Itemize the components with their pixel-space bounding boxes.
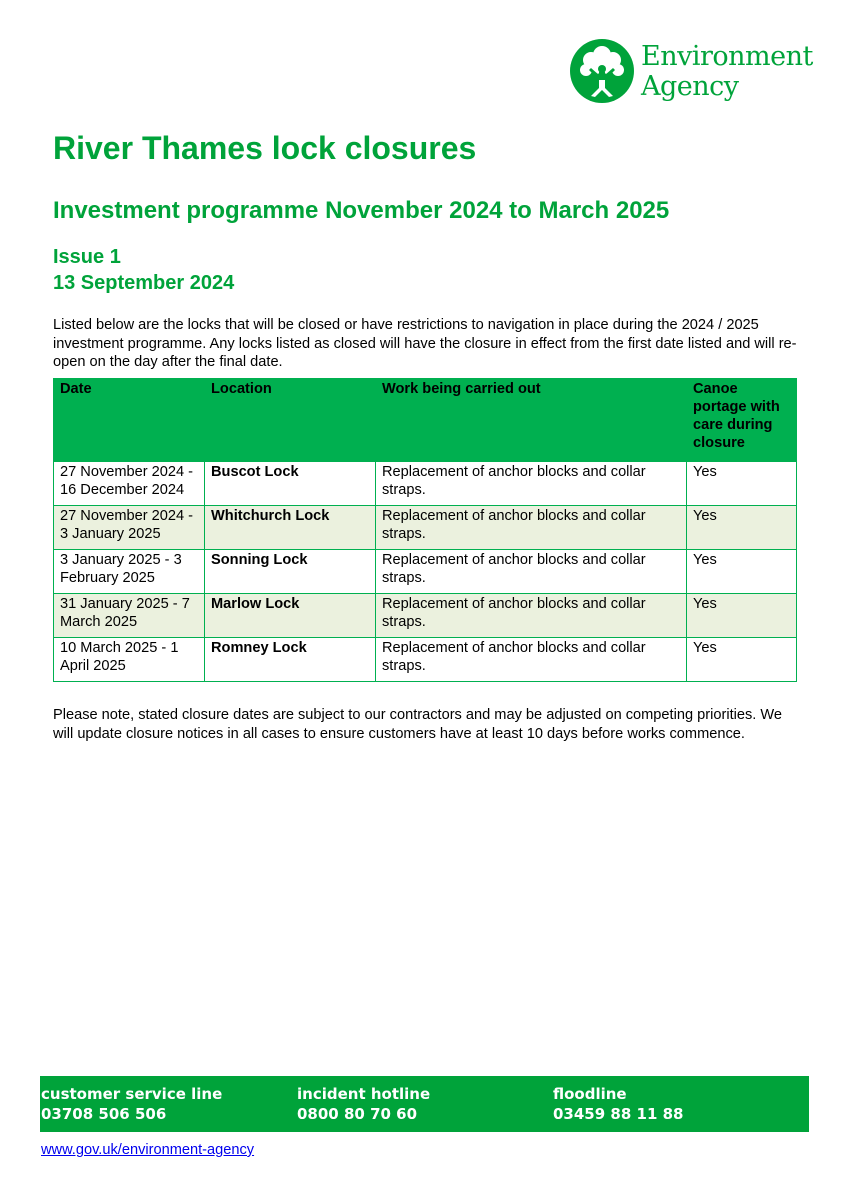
cell-location: Whitchurch Lock <box>205 506 376 550</box>
cell-date: 27 November 2024 - 16 December 2024 <box>54 462 205 506</box>
lock-closures-table <box>53 378 797 682</box>
cell-location: Sonning Lock <box>205 550 376 594</box>
environment-agency-logo <box>569 38 814 106</box>
cell-canoe: Yes <box>687 638 797 682</box>
footer-phone: 03459 88 11 88 <box>553 1105 684 1123</box>
intro-paragraph: Listed below are the locks that will be closed or have restrictions to navigation in place during the 2024 / 2025 investment programme. Any locks listed as closed will have the closure in effect from the first date listed and will re-open on the day after the final date. <box>53 317 797 370</box>
cell-canoe: Yes <box>687 506 797 550</box>
issue-date: 13 September 2024 <box>53 272 235 294</box>
header-date: Date <box>54 379 205 462</box>
cell-date: 27 November 2024 - 3 January 2025 <box>54 506 205 550</box>
logo-wordmark <box>641 42 813 102</box>
cell-work: Replacement of anchor blocks and collar straps. <box>376 594 687 638</box>
footer-phone: 03708 506 506 <box>41 1105 167 1123</box>
note-paragraph: Please note, stated closure dates are subject to our contractors and may be adjusted on competing priorities. We will update closure notices in all cases to ensure customers have at least 10 days before works commence. <box>53 707 783 742</box>
cell-work: Replacement of anchor blocks and collar straps. <box>376 550 687 594</box>
cell-canoe: Yes <box>687 550 797 594</box>
footer-floodline <box>553 1084 683 1124</box>
cell-work: Replacement of anchor blocks and collar straps. <box>376 462 687 506</box>
logo-line-1: Environment <box>641 41 813 72</box>
environment-agency-website-link[interactable]: www.gov.uk/environment-agency <box>41 1142 255 1158</box>
cell-work: Replacement of anchor blocks and collar straps. <box>376 638 687 682</box>
footer-label: customer service line <box>41 1085 223 1103</box>
contact-footer-bar <box>40 1076 809 1132</box>
footer-phone: 0800 80 70 60 <box>297 1105 418 1123</box>
table-row <box>54 594 797 638</box>
table-row <box>54 462 797 506</box>
footer-label: floodline <box>553 1085 627 1103</box>
cell-canoe: Yes <box>687 462 797 506</box>
cell-location: Marlow Lock <box>205 594 376 638</box>
cell-date: 31 January 2025 - 7 March 2025 <box>54 594 205 638</box>
cell-date: 10 March 2025 - 1 April 2025 <box>54 638 205 682</box>
table-header-row <box>54 379 797 462</box>
tree-person-logo-icon <box>569 38 635 104</box>
header-canoe-portage: Canoe portage with care during closure <box>687 379 797 462</box>
issue-number: Issue 1 <box>53 246 121 268</box>
cell-location: Buscot Lock <box>205 462 376 506</box>
cell-canoe: Yes <box>687 594 797 638</box>
table-row <box>54 550 797 594</box>
issue-block <box>53 244 234 296</box>
page-subtitle: Investment programme November 2024 to March 2025 <box>53 197 670 224</box>
logo-line-2: Agency <box>641 71 739 102</box>
table-row <box>54 638 797 682</box>
footer-customer-service <box>41 1084 222 1124</box>
footer-label: incident hotline <box>297 1085 431 1103</box>
footer-incident-hotline <box>297 1084 430 1124</box>
table-row <box>54 506 797 550</box>
header-work: Work being carried out <box>376 379 687 462</box>
page-title: River Thames lock closures <box>53 130 477 166</box>
header-location: Location <box>205 379 376 462</box>
cell-work: Replacement of anchor blocks and collar straps. <box>376 506 687 550</box>
cell-date: 3 January 2025 - 3 February 2025 <box>54 550 205 594</box>
cell-location: Romney Lock <box>205 638 376 682</box>
